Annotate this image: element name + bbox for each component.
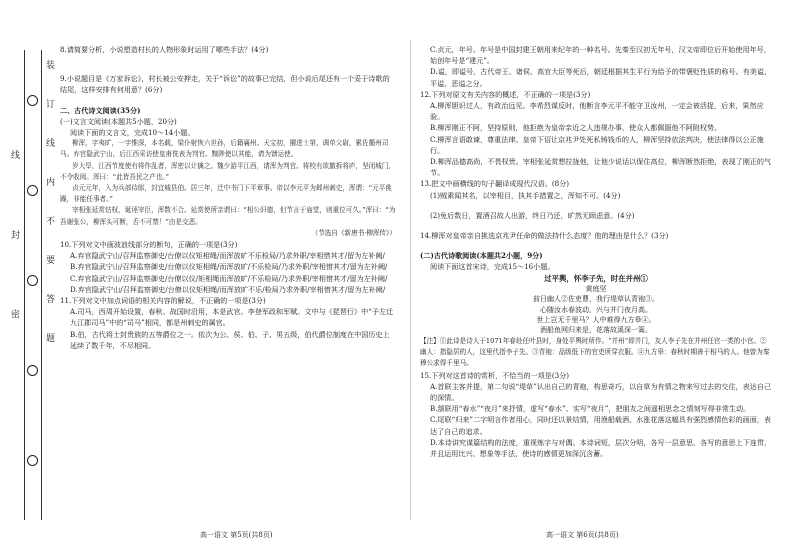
instruction: 阅读下面这首宋诗，完成15～16小题。 [430,262,555,272]
sub-question: (1)贼素闻其名，以宰相目，执其手措置之，浑知不可。(4分) [430,190,621,200]
option: A.柳浑胆识过人，有政治远见。李希烈谋反时，他断言李元平不能守卫汝州，一定会被活捉，后来，果然应验。 [430,101,764,122]
poem-line: 世上岂无千里马？人中难得九方皋④。 [536,316,656,325]
question-9: 9.小说题目是《万家诉讼》，村长被公安押走，关于“诉讼”的故事已完结，但小说后尾还有一个妥于诗歌的结尾，这样安排有何用意？(6分) [60,74,390,95]
option: A.司马，西周开始设置，春秋、战国时沿用，本是武官。李登军政和军赋。文中与《琵琶行》中“予左迁九江郡司马”中的“司马”相同，都是州刺史的属官。 [70,307,394,328]
binding-vertical-text: 装订线内不要答题 [44,60,54,372]
option: B.颔联用“春水”“夜月”来抒情，虚写“春水”、实写“夜月”，把朋友之间遥相思念之情刻写得非常生动。 [430,404,751,414]
option: B.柳浑刚正不阿，坚持原则，他拒绝为皇帝亲近之人违规办事，使众人都佩服他不阿附权势。 [430,123,722,133]
instruction: 阅读下面的文言文，完成10～14小题。 [70,128,195,138]
binding-circle [27,275,38,286]
option: C.贞元，年号。年号是中国封建王朝用来纪年的一种名号。先秦至汉初无年号，汉文帝即位后开始使用年号，始创年号是“建元”。 [430,45,771,66]
option: D.弃官隐武宁山/召拜监察御史/台僚以仪矩相绳/而浑放旷不乐/检局乃求外职/宰相惜其才/留为左补阙/ [70,284,386,294]
question-8: 8.请简要分析，小说塑造村长的人物形象时运用了哪些手法？(4分) [60,45,269,54]
sub-question: (2)免后数日，置酒召故人出游，终日乃还，旷然无顾虑意。(4分) [430,210,635,220]
passage-paragraph: 岁大旱，江西节度使有将作乱者，浑密以计擒之。魏少游平江西，请浑为判官。将校有欲撤拆将庐，坚闭城门，不令收阅。浑曰：“此皆吾民之产也。” [60,161,396,181]
passage-paragraph: 贞元元年，入为兵部侍郎，封宜城县伯。居三年，迁中书门下平章事。帝以李元平为邺州刺史，浑谓：“元平佻躁，非能任事者。” [60,184,392,204]
binding-circle [27,455,38,466]
passage-paragraph: 宰相张延赏怙权，诞诬宰臣，浑数不合。延赏使所亲谓曰：“相公旧德，但节言于庙堂，则重位可久。”浑曰：“为吾谢张公，柳浑头可断，舌不可禁！”由是交恶。 [60,206,396,226]
poem-author: 黄庭坚 [585,284,607,293]
option: D.柳浑品德高尚，不畏权贵。宰相张延赏想拉拢他，让他少说话以保住高位，柳浑断然拒绝，表现了刚正的气节。 [430,157,772,178]
option: A.弃官隐武宁山/召拜监察御史/台僚以仪矩相绳/而浑放旷不乐检局/乃求外职/宰相惜其才/留为左补阙/ [70,251,385,261]
poem-line: 酒船鱼网归来是，花落故溪深一篙。 [540,326,652,335]
question-13: 13.把文中画横线的句子翻译成现代汉语。(8分) [420,179,570,189]
question-14: 14.柳浑对皇帝亲自挑选京兆尹任命的做法持什么态度？他的理由是什么？(3分) [420,231,669,241]
right-column [420,44,772,459]
question-10: 10.下列对文中画波浪线部分的断句，正确的一项是(3分) [60,240,238,250]
option: D.本诗讲究谋篇结构的法度，重视炼字与对偶。本诗词短，层次分明，各写一层意思，各写的意思上下连贯，并且运用比兴、想象等手法，使诗的感情更加深沉含蓄。 [430,437,772,458]
binding-labels: 线 封 密 [9,150,19,353]
option: D.谥，即谥号，古代帝王、诸侯、高官大臣等死后，朝廷根据其生平行为给予的带褒贬性质的称号。有美谥、平谥、恶谥之分。 [430,67,772,88]
question-11: 11.下列对文中加点词语的相关内容的解说，不正确的一项是(3分) [60,296,266,306]
left-column [60,44,396,351]
option: C.尾联“归来”二字明言作者用心，同时还以景结情，用渔船载酒、水涨花落这幅具有强烈感情色彩的画面，表达了自己的追求。 [430,415,771,436]
option: A.首联主客并提，第二句说“堤草”认出自己的青袍，构思奇巧，以自草为有情之物来写过去的交往，表达自己的深情。 [430,381,771,402]
page-footer-left: 高一语文 第5页(共8页) [200,531,273,539]
poem-title: 过平舆，怀李子先，时在并州① [544,273,648,283]
poem-line: 前日幽人②佐吏曹，我行堤草认青袍③。 [533,295,659,304]
question-15: 15.下列对这首诗的赏析，不恰当的一项是(3分) [420,370,570,380]
question-12: 12.下列对原文有关内容的概述，不正确的一项是(3分) [420,89,591,99]
page-footer-right: 高一语文 第6页(共8页) [546,531,619,539]
subsection-heading: (一)文言文阅读(本题共5小题，20分) [60,116,177,126]
option: B.弃官隐武宁山/召拜监察御史/台僚以仪矩相绳/而浑放旷/不乐检局/乃求外职/宰相惜其才/留为左补阙/ [70,262,388,272]
poem-line: 心随汝水春波动，兴与并门夜月高。 [540,305,652,314]
option: C.柳浑言语敢谏，尊重法律。皇帝下诏让京兆尹处死私铸钱币的人，柳浑坚持依法判决，使法律得以公正施行。 [430,134,764,155]
binding-margin [0,0,58,551]
option: B.伯，古代将士封贵族的五等爵位之一。依次为公、侯、伯、子、男五级，伯代爵位制度在中国历史上延续了数千年，不尽相同。 [70,329,390,350]
option: C.弃官隐武宁山/召拜监察御史/台僚以仪/矩相绳而浑放旷/不乐检局/乃求外职/宰相惜其才/留为左补阙/ [70,273,388,283]
passage-source: （节选自《新唐书·柳浑传》） [311,228,396,237]
binding-circle [27,95,38,106]
column-divider [410,40,411,520]
binding-circle [27,185,38,196]
subsection-heading: (二)古代诗歌阅读(本题共2小题，9分) [420,251,543,261]
binding-circle [27,365,38,376]
section-heading: 二、古代诗文阅读(35分) [60,105,141,115]
poem-note: 【注】①此诗是诗人于1071年春赴任叶县时，身处平舆时所作。“并州”即并门，友人李子先在并州任官一类的小官。②幽人：指隐居的人，这里代指李子先。③青袍：品级低下的官吏所穿衣服。④九方皋：春秋时期善于相马的人。他曾为秦穆公求得千里马。 [420,336,770,368]
passage-paragraph: 柳浑，字夷旷，一字惟深，本名载，梁仆射恢六世孙，后籍襄州。天宝初，擢进士第，调单父尉，累佐衢州司马。弃官隐武宁山，后江西采访使皇甫侁表为判官。黜陟使以其能，请为馈运使。 [60,139,389,159]
